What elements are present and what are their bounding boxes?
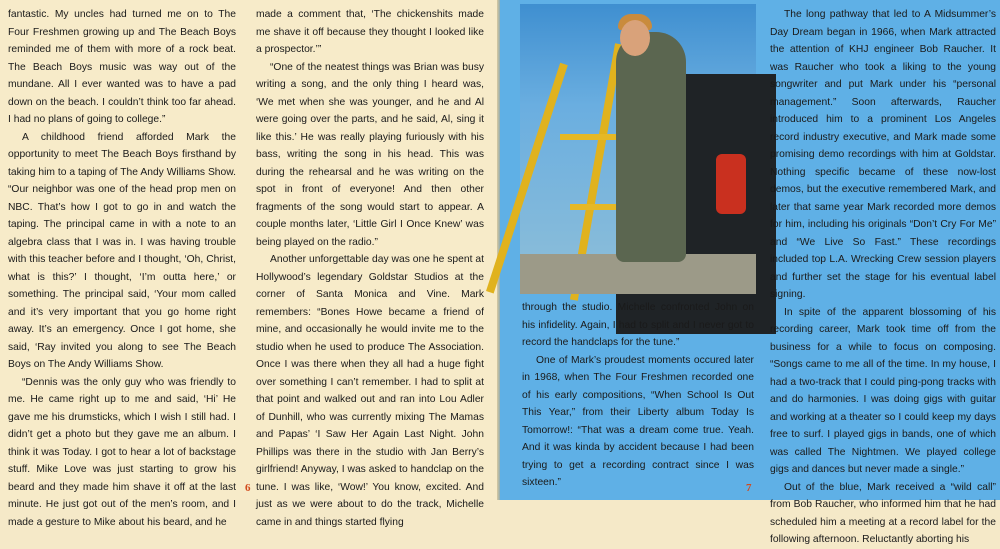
left-column-1 <box>8 6 236 531</box>
paragraph: through the studio. Michelle confronted John on his infidelity. Again, I had to split and I never got to record the handclaps for the tune.” <box>522 302 754 348</box>
photo-man-on-aircraft-ladder <box>520 4 756 294</box>
left-page <box>0 0 500 528</box>
aircraft-marking <box>716 154 746 214</box>
person-flight-suit <box>616 32 686 262</box>
paragraph: made a comment that, ‘The chickenshits made me shave it off because they thought I looked like a prospector.’” <box>256 9 484 55</box>
paragraph: One of Mark’s proudest moments occured later in 1968, when The Four Freshmen recorded one of his early compositions, “When School Is Out This Year,” from their Liberty album Today Is Tomorrow!: “That was a dream come true. Yeah. And it was kinda by accident because I had been trying to get a recording contract since I was sixteen.” <box>522 354 754 488</box>
paragraph: “Dennis was the only guy who was friendly to me. He came right up to me and said, ‘Hi’ He gave me his drumsticks, which I wish I still had. I didn’t get a photo but they gave me an album. I think it was Today. I got to hear a lot of backstage stuff. Mike Love was just starting to grow his beard and they made him shave it off at the last minute. He just got out of the men’s room, and I made a gesture to Mike about his beard, and he <box>8 376 236 528</box>
paragraph: Out of the blue, Mark received a “wild call” from Bob Raucher, who informed him that he had scheduled him a meeting at a record label for the following afternoon. Reluctantly aborting his <box>770 481 996 545</box>
paragraph: “One of the neatest things was Brian was busy writing a song, and the only thing I heard was, ‘We met when she was younger, and he and Al were going over the parts, and he said, Al, sing it like this.’ He was really playing furiously with his bass, writing the song in his head. This was during the rehearsal and he was writing on the spot in front of everyone! And then other fragments of the song would start to appear. A couple months later, ‘Little Girl I Once Knew’ was being played on the radio.” <box>256 61 484 248</box>
paragraph: In spite of the apparent blossoming of his recording career, Mark took time off from the business for a while to focus on composing. “Songs came to me all of the time. In my house, I had a two-track that I could ping-pong tracks with and do harmonies. I was doing gigs with guitar and working at a theater so I could keep my days free to surf. I played gigs in bands, one of which was called The Nightmen. We played college gigs and dances but never made a single.” <box>770 306 996 475</box>
paragraph: fantastic. My uncles had turned me on to The Four Freshmen growing up and The Beach Boys reminded me of them with more of a rock beat. The Beach Boys music was way out of the mundane. All I ever wanted was to have a pad down on the beach. I couldn’t think too far ahead. I had no plans of going to college.” <box>8 9 236 125</box>
paragraph: The long pathway that led to A Midsummer’s Day Dream began in 1966, when Mark attracted the attention of KHJ engineer Bob Raucher. It was Raucher who took a liking to the young songwriter and put Mark under his “personal management.” Soon afterwards, Raucher introduced him to a prominent Los Angeles record industry executive, and Mark made some promising demo recordings with him at Goldstar. Nothing specific became of these now-lost demos, but the executive remembered Mark, and later that same year Mark recorded more demos for him, including his originals “Don’t Cry For Me” and “We Live So Fast.” These recordings included top L.A. Wrecking Crew session players and further set the stage for his eventual label signing. <box>770 9 996 300</box>
left-column-2 <box>256 6 484 531</box>
page-number: 6 <box>245 482 251 494</box>
paragraph: A childhood friend afforded Mark the opportunity to meet The Beach Boys firsthand by taking him to a taping of The Andy Williams Show. “Our neighbor was one of the head prop men on NBC. That’s how I got to go in and watch the taping. The principal came in with a note to an algebra class that I was in. I was having trouble with this teacher before and I thought, ‘Oh, Christ, what is this?’ I thought, ‘I’m outta here,’ or something. The principal said, ‘Your mom called and it’s very important that you go home right away. It’s an emergency. Once I got home, she said, ‘Ray invited you along to see The Beach Boys on The Andy Williams Show. <box>8 131 236 370</box>
right-column-1 <box>522 299 754 492</box>
person-head <box>620 20 650 56</box>
right-column-2 <box>770 6 996 549</box>
right-page <box>500 0 1000 545</box>
page-number: 7 <box>746 482 752 494</box>
paragraph: Another unforgettable day was one he spent at Hollywood’s legendary Goldstar Studios at the corner of Santa Monica and Vine. Mark remembers: “Bones Howe became a friend of mine, and occasionally he would invite me to the studio when he used to produce The Association. Once I was there when they all had a huge fight over something I can’t remember. I had to split at that point and walked out and ran into Lou Adler of Dunhill, who was currently mixing The Mamas and Papas’ ‘I Saw Her Again Last Night. John Phillips was there in the studio with Jan Berry’s girlfriend! Anyway, I was asked to handclap on the tune. I was like, ‘Wow!’ You know, excited. And just as we were about to do the track, Michelle came in and things started flying <box>256 254 484 528</box>
